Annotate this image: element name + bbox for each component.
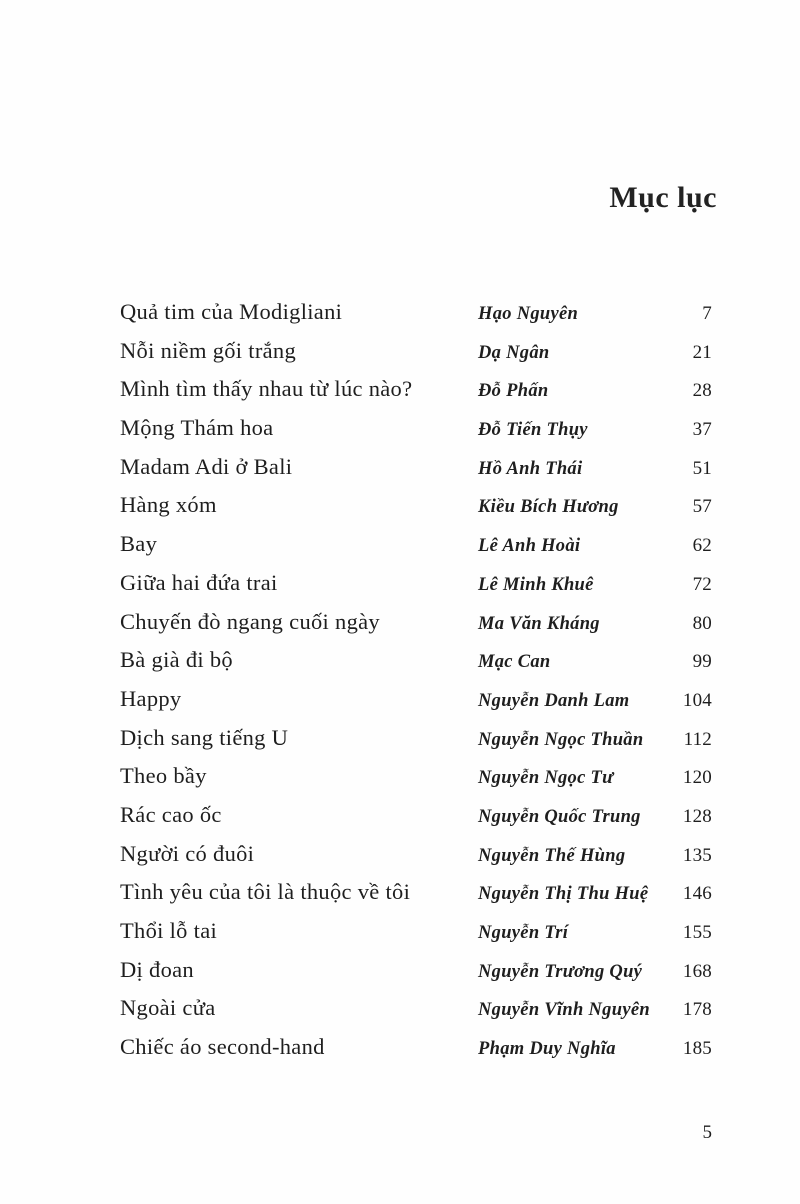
story-title: Thổi lỗ tai xyxy=(120,918,218,943)
entry-page-number: 135 xyxy=(682,844,712,866)
entry-page-number: 62 xyxy=(692,535,712,557)
author-name: Phạm Duy Nghĩa xyxy=(478,1039,616,1060)
author-name: Kiều Bích Hương xyxy=(478,497,619,518)
story-title: Happy xyxy=(120,685,182,711)
story-title: Giữa hai đứa trai xyxy=(120,569,278,595)
entry-page-number: 80 xyxy=(692,612,712,634)
story-title: Ngoài cửa xyxy=(120,995,216,1021)
story-title: Người có đuôi xyxy=(120,840,255,866)
toc-entry xyxy=(120,570,712,609)
author-name: Đỗ Phấn xyxy=(478,381,549,402)
story-title: Mình tìm thấy nhau từ lúc nào? xyxy=(120,376,413,402)
author-name: Lê Anh Hoài xyxy=(478,536,581,557)
author-name: Nguyễn Danh Lam xyxy=(478,690,630,711)
toc-entry xyxy=(120,415,712,454)
toc-entry xyxy=(120,918,712,957)
entry-page-number: 51 xyxy=(692,457,712,479)
story-title: Chuyến đò ngang cuối ngày xyxy=(120,608,380,634)
entry-page-number: 21 xyxy=(692,341,712,363)
page-title: Mục lục xyxy=(609,181,717,214)
entry-page-number: 57 xyxy=(692,496,712,518)
story-title: Dịch sang tiếng U xyxy=(120,724,289,750)
toc-entry xyxy=(120,1034,712,1073)
entry-page-number: 146 xyxy=(682,883,712,905)
toc-entry xyxy=(120,841,712,880)
author-name: Nguyễn Ngọc Thuần xyxy=(478,729,644,750)
entry-page-number: 104 xyxy=(682,689,712,711)
story-title: Madam Adi ở Bali xyxy=(120,453,293,479)
author-name: Nguyễn Ngọc Tư xyxy=(478,768,614,789)
story-title: Nỗi niềm gối trắng xyxy=(120,337,296,363)
toc-entry xyxy=(120,376,712,415)
author-name: Ma Văn Kháng xyxy=(478,613,600,634)
toc-entry xyxy=(120,454,712,493)
story-title: Chiếc áo second-hand xyxy=(120,1034,325,1060)
author-name: Dạ Ngân xyxy=(478,342,550,363)
entry-page-number: 28 xyxy=(692,380,712,402)
toc-entry xyxy=(120,763,712,802)
entry-page-number: 99 xyxy=(692,651,712,673)
toc-entry xyxy=(120,995,712,1034)
story-title: Theo bầy xyxy=(120,763,207,789)
entry-page-number: 120 xyxy=(682,767,712,789)
author-name: Nguyễn Quốc Trung xyxy=(478,806,641,827)
toc-entry xyxy=(120,802,712,841)
story-title: Quả tim của Modigliani xyxy=(120,299,343,324)
toc-entry xyxy=(120,338,712,377)
entry-page-number: 72 xyxy=(692,573,712,595)
author-name: Đỗ Tiến Thụy xyxy=(478,420,588,441)
author-name: Nguyễn Vĩnh Nguyên xyxy=(478,1000,650,1021)
toc-entry xyxy=(120,686,712,725)
story-title: Bà già đi bộ xyxy=(120,647,233,673)
story-title: Hàng xóm xyxy=(120,492,217,518)
author-name: Mạc Can xyxy=(478,652,551,673)
entry-page-number: 37 xyxy=(692,419,712,441)
toc-entry xyxy=(120,299,712,338)
story-title: Bay xyxy=(120,531,158,557)
story-title: Tình yêu của tôi là thuộc về tôi xyxy=(120,879,411,905)
toc-entry xyxy=(120,725,712,764)
entry-page-number: 155 xyxy=(682,922,712,943)
author-name: Nguyễn Thế Hùng xyxy=(478,845,626,866)
author-name: Nguyễn Trương Quý xyxy=(478,961,643,982)
story-title: Rác cao ốc xyxy=(120,801,222,827)
folio-page-number: 5 xyxy=(702,1122,712,1143)
entry-page-number: 7 xyxy=(702,303,712,324)
story-title: Dị đoan xyxy=(120,956,194,982)
toc-entry xyxy=(120,609,712,648)
entry-page-number: 185 xyxy=(682,1038,712,1060)
entry-page-number: 112 xyxy=(683,728,712,750)
author-name: Lê Minh Khuê xyxy=(478,574,594,595)
author-name: Hồ Anh Thái xyxy=(478,458,583,479)
toc-entry xyxy=(120,531,712,570)
toc-entry xyxy=(120,492,712,531)
author-name: Nguyễn Thị Thu Huệ xyxy=(478,884,649,905)
entry-page-number: 168 xyxy=(682,960,712,982)
toc-entry xyxy=(120,957,712,996)
toc-entry xyxy=(120,647,712,686)
story-title: Mộng Thám hoa xyxy=(120,415,274,441)
toc-entry xyxy=(120,879,712,918)
author-name: Nguyễn Trí xyxy=(478,923,569,943)
toc-list xyxy=(120,299,712,1073)
author-name: Hạo Nguyên xyxy=(478,304,579,324)
entry-page-number: 178 xyxy=(682,999,712,1021)
entry-page-number: 128 xyxy=(682,805,712,827)
